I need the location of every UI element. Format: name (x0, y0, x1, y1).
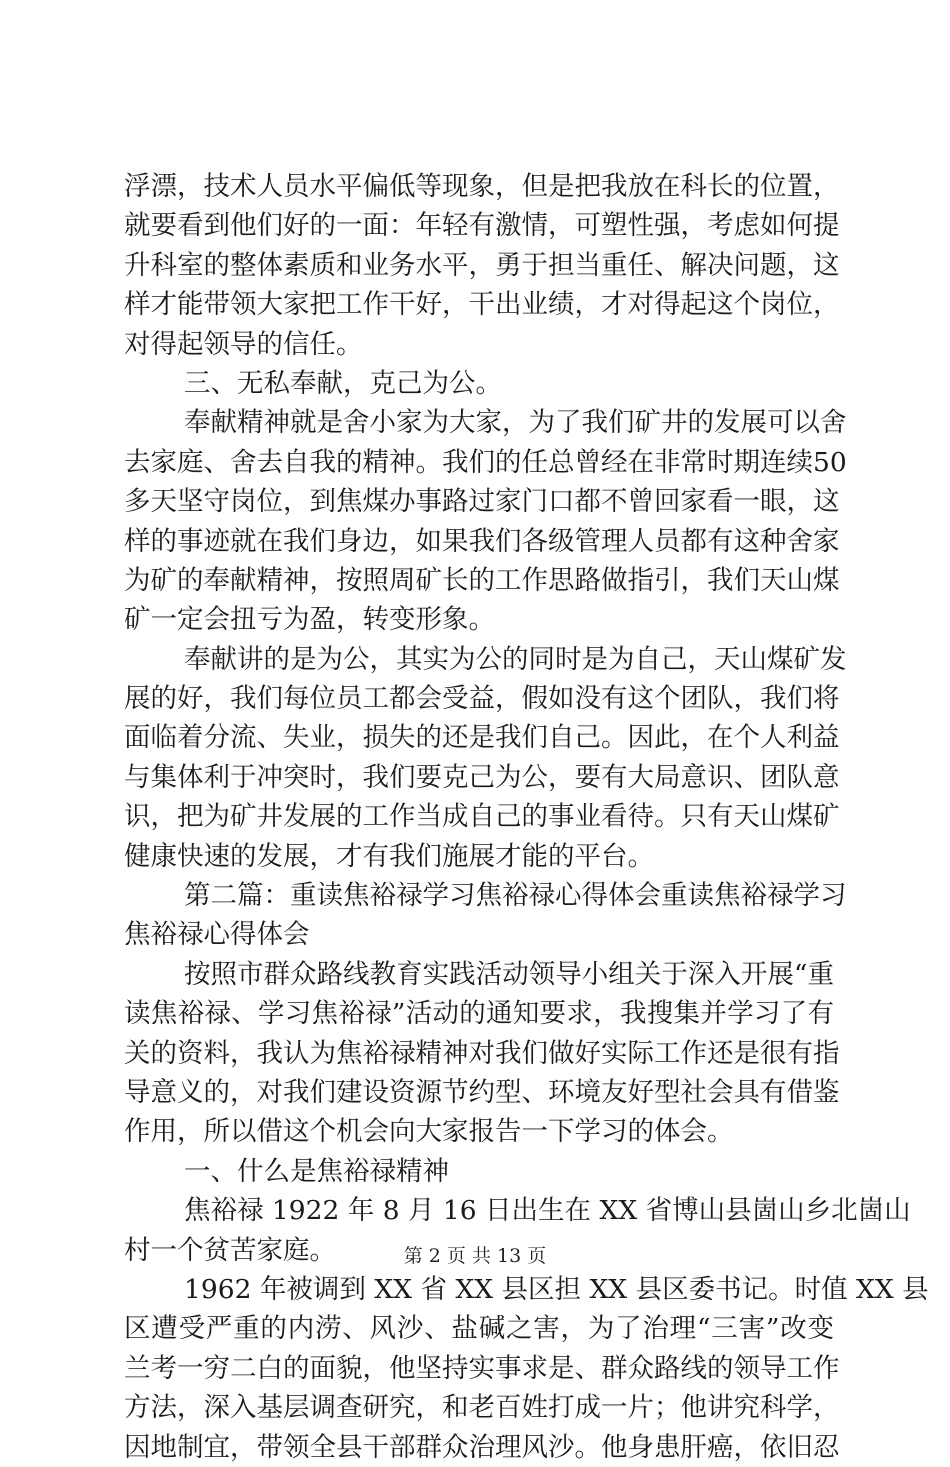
text-line: 一、什么是焦裕禄精神 (184, 1155, 449, 1187)
text-line: 展的好，我们每位员工都会受益，假如没有这个团队，我们将 (124, 683, 840, 715)
text-line: 升科室的整体素质和业务水平，勇于担当重任、解决问题，这 (124, 249, 840, 281)
text-line: 去家庭、舍去自我的精神。我们的任总曾经在非常时期连续50 (124, 446, 847, 478)
text-line: 焦裕禄心得体会 (124, 919, 310, 951)
text-line: 就要看到他们好的一面：年轻有激情，可塑性强，考虑如何提 (124, 210, 840, 242)
text-line: 矿一定会扭亏为盈，转变形象。 (124, 604, 495, 636)
text-line: 识，把为矿井发展的工作当成自己的事业看待。只有天山煤矿 (124, 801, 840, 833)
text-line: 三、无私奉献，克己为公。 (184, 367, 502, 399)
text-line: 面临着分流、失业，损失的还是我们自己。因此，在个人利益 (124, 722, 840, 754)
text-line: 焦裕禄 1922 年 8 月 16 日出生在 XX 省博山县崮山乡北崮山 (184, 1195, 911, 1227)
text-line: 样的事迹就在我们身边，如果我们各级管理人员都有这种舍家 (124, 525, 840, 557)
text-line: 村一个贫苦家庭。 (124, 1234, 336, 1266)
text-line: 因地制宜，带领全县干部群众治理风沙。他身患肝癌，依旧忍 (124, 1431, 840, 1463)
text-line: 关的资料，我认为焦裕禄精神对我们做好实际工作还是很有指 (124, 1037, 840, 1069)
text-line: 导意义的，对我们建设资源节约型、环境友好型社会具有借鉴 (124, 1076, 840, 1108)
text-line: 方法，深入基层调查研究，和老百姓打成一片；他讲究科学， (124, 1392, 840, 1424)
text-line: 样才能带领大家把工作干好，干出业绩，才对得起这个岗位， (124, 289, 840, 321)
text-line: 浮漂，技术人员水平偏低等现象，但是把我放在科长的位置， (124, 171, 840, 202)
text-line: 1962 年被调到 XX 省 XX 县区担 XX 县区委书记。时值 XX 县 (184, 1273, 929, 1305)
text-line: 健康快速的发展，才有我们施展才能的平台。 (124, 840, 654, 872)
text-line: 奉献精神就是舍小家为大家，为了我们矿井的发展可以舍 (184, 407, 847, 439)
text-line: 为矿的奉献精神，按照周矿长的工作思路做指引，我们天山煤 (124, 564, 840, 596)
text-line: 兰考一穷二白的面貌，他坚持实事求是、群众路线的领导工作 (124, 1352, 840, 1384)
page-footer: 第 2 页 共 13 页 (403, 1245, 547, 1267)
document-body (124, 167, 929, 1467)
text-line: 读焦裕禄、学习焦裕禄”活动的通知要求，我搜集并学习了有 (124, 998, 834, 1030)
text-line: 多天坚守岗位，到焦煤办事路过家门口都不曾回家看一眼，这 (124, 486, 840, 518)
text-line: 作用，所以借这个机会向大家报告一下学习的体会。 (124, 1116, 734, 1148)
text-line: 第二篇：重读焦裕禄学习焦裕禄心得体会重读焦裕禄学习 (184, 880, 847, 912)
text-line: 与集体利于冲突时，我们要克己为公，要有大局意识、团队意 (124, 761, 840, 793)
text-line: 奉献讲的是为公，其实为公的同时是为自己，天山煤矿发 (184, 643, 847, 675)
text-line: 按照市群众路线教育实践活动领导小组关于深入开展“重 (184, 958, 834, 990)
text-line: 对得起领导的信任。 (124, 328, 363, 360)
text-line: 区遭受严重的内涝、风沙、盐碱之害，为了治理“三害”改变 (124, 1313, 834, 1345)
